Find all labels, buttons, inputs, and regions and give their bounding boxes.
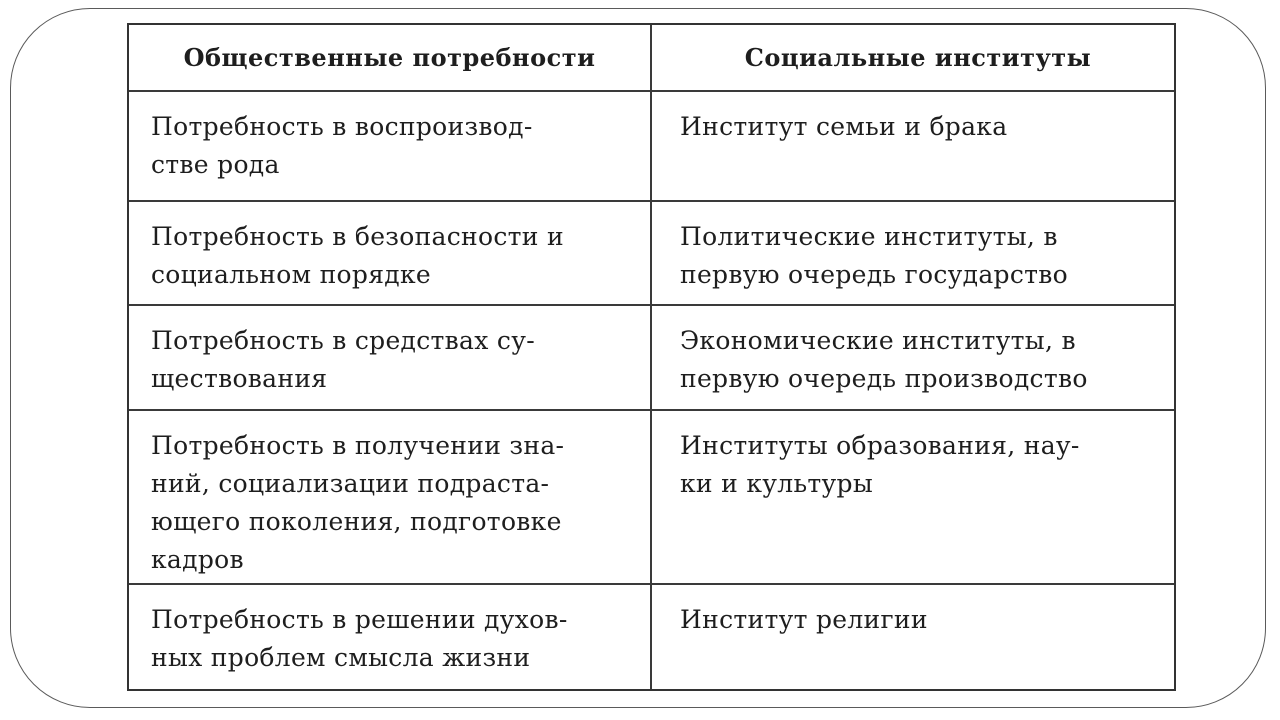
need-cell-4: Потребность в получении зна- ний, социализации подраста- ющего поколения, подготовке кадров: [129, 411, 652, 585]
needs-institutions-table: [127, 23, 1176, 691]
institute-cell-1: Институт семьи и брака: [652, 92, 1174, 202]
institute-cell-3: Экономические институты, в первую очередь производство: [652, 306, 1174, 411]
institute-cell-2: Политические институты, в первую очередь государство: [652, 202, 1174, 306]
need-cell-5: Потребность в решении духов- ных проблем смысла жизни: [129, 585, 652, 689]
institute-cell-5: Институт религии: [680, 605, 928, 634]
need-cell-3: Потребность в средствах су- ществования: [129, 306, 652, 411]
header-needs: Общественные потребности: [129, 25, 652, 92]
header-institutions: Социальные институты: [652, 25, 1174, 92]
need-cell-2: Потребность в безопасности и социальном порядке: [129, 202, 652, 306]
institute-cell-4: Институты образования, нау- ки и культуры: [652, 411, 1174, 585]
need-cell-1: Потребность в воспроизвод- стве рода: [129, 92, 652, 202]
